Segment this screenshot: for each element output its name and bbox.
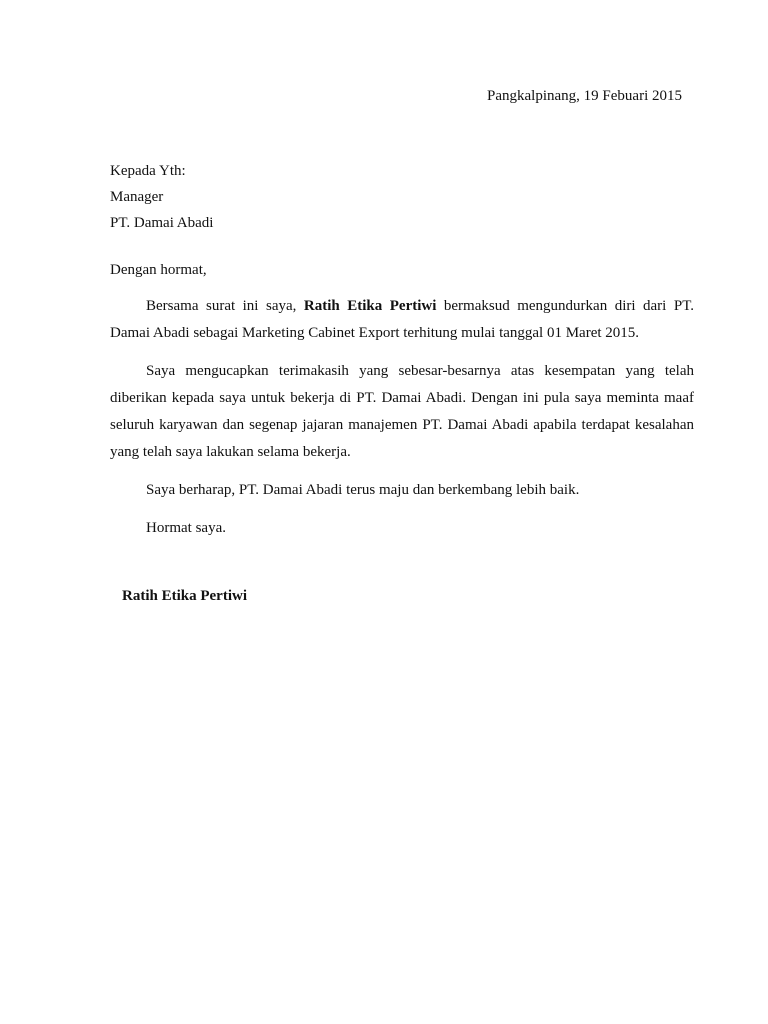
paragraph-wishes: Saya berharap, PT. Damai Abadi terus maju dan berkembang lebih baik. xyxy=(146,482,580,498)
paragraph-resignation-rest: bermaksud mengundurkan diri dari PT. Damai Abadi sebagai Marketing Cabinet Export terhitung mulai tanggal 01 Maret 2015. xyxy=(110,298,694,341)
paragraph-resignation xyxy=(110,293,694,347)
letter-date: Pangkalpinang, 19 Febuari 2015 xyxy=(487,88,682,104)
recipient-company: PT. Damai Abadi xyxy=(110,215,214,231)
paragraph-gratitude: Saya mengucapkan terimakasih yang sebesar-besarnya atas kesempatan yang telah diberikan kepada saya untuk bekerja di PT. Damai Abadi. Dengan ini pula saya meminta maaf seluruh karyawan dan segenap jajaran manajemen PT. Damai Abadi apabila terdapat kesalahan yang telah saya lakukan selama bekerja. xyxy=(110,363,694,460)
paragraph-resignation-intro: Bersama surat ini saya, xyxy=(146,298,304,314)
sender-name-inline: Ratih Etika Pertiwi xyxy=(303,298,437,314)
greeting: Dengan hormat, xyxy=(110,262,207,278)
recipient-salutation: Kepada Yth: xyxy=(110,163,186,179)
letter-body xyxy=(110,293,694,553)
recipient-title: Manager xyxy=(110,189,164,205)
signature-name: Ratih Etika Pertiwi xyxy=(122,588,247,604)
recipient-block xyxy=(110,158,213,236)
closing: Hormat saya. xyxy=(146,520,226,536)
